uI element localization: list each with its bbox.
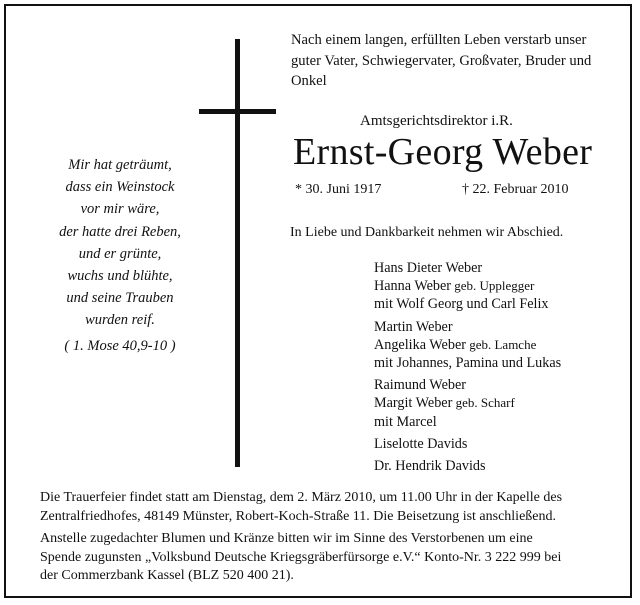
family-list <box>374 259 561 479</box>
family-group <box>374 318 561 373</box>
member-name: Hanna Weber <box>374 278 451 295</box>
cross-icon <box>235 39 240 467</box>
funeral-service-info <box>40 489 562 526</box>
family-member <box>374 295 561 313</box>
member-name: Liselotte Davids <box>374 435 468 452</box>
member-name: Hans Dieter Weber <box>374 260 483 276</box>
member-name: Angelika Weber <box>374 336 466 353</box>
member-name: Raimund Weber <box>374 377 466 394</box>
poem-line: der hatte drei Reben, <box>59 223 181 240</box>
family-member <box>374 354 561 372</box>
member-children: mit Marcel <box>374 413 437 430</box>
poem-line: dass ein Weinstock <box>65 179 175 196</box>
intro-line: Onkel <box>291 73 327 89</box>
family-member <box>374 457 561 475</box>
family-member <box>374 277 561 295</box>
maiden-name: geb. Lamche <box>465 336 537 352</box>
family-member <box>374 435 561 453</box>
family-member <box>374 259 561 277</box>
maiden-name: geb. Scharf <box>452 395 515 411</box>
poem <box>40 154 200 357</box>
family-group <box>374 457 561 475</box>
member-name: Margit Weber <box>374 395 453 412</box>
intro-line: Nach einem langen, erfüllten Leben verstarb unser <box>291 32 587 48</box>
obituary-notice <box>4 4 632 598</box>
intro-line: guter Vater, Schwiegervater, Großvater, Bruder und <box>291 52 592 69</box>
family-member <box>374 394 561 412</box>
poem-line: und seine Trauben <box>66 290 174 307</box>
donation-line: der Commerzbank Kassel (BLZ 520 400 21). <box>40 568 294 584</box>
family-group <box>374 435 561 453</box>
poem-line: vor mir wäre, <box>80 201 160 218</box>
family-member <box>374 336 561 354</box>
member-children: mit Wolf Georg und Carl Felix <box>374 296 549 313</box>
member-children: mit Johannes, Pamina und Lukas <box>374 355 562 372</box>
family-member <box>374 318 561 336</box>
deceased-title: Amtsgerichtsdirektor i.R. <box>360 113 513 129</box>
poem-line: wuchs und blühte, <box>67 268 173 285</box>
farewell-line: In Liebe und Dankbarkeit nehmen wir Abschied. <box>290 225 564 240</box>
deceased-name: Ernst-Georg Weber <box>293 131 593 173</box>
donation-line: Anstelle zugedachter Blumen und Kränze bitten wir im Sinne des Verstorbenen um eine <box>40 531 533 546</box>
birth-date: * 30. Juni 1917 <box>295 182 382 197</box>
intro-text <box>291 30 606 92</box>
poem-reference: ( 1. Mose 40,9-10 ) <box>64 337 176 354</box>
death-date: † 22. Februar 2010 <box>462 182 569 197</box>
donation-request <box>40 530 561 586</box>
service-line: Zentralfriedhofes, 48149 Münster, Robert-Koch-Straße 11. Die Beisetzung ist anschließend. <box>40 508 557 524</box>
poem-line: Mir hat geträumt, <box>68 157 172 173</box>
poem-line: und er grünte, <box>78 245 162 262</box>
family-member <box>374 376 561 394</box>
donation-line: Spende zugunsten „Volksbund Deutsche Kriegsgräberfürsorge e.V.“ Konto-Nr. 3 222 999 bei <box>40 549 562 565</box>
family-member <box>374 413 561 431</box>
member-name: Dr. Hendrik Davids <box>374 458 486 475</box>
service-line: Die Trauerfeier findet statt am Dienstag, dem 2. März 2010, um 11.00 Uhr in der Kapelle des <box>40 490 563 505</box>
family-group <box>374 259 561 314</box>
cross-icon-crossbar <box>199 109 276 114</box>
maiden-name: geb. Upplegger <box>450 278 535 294</box>
poem-line: wurden reif. <box>85 312 155 329</box>
family-group <box>374 376 561 431</box>
member-name: Martin Weber <box>374 318 453 335</box>
